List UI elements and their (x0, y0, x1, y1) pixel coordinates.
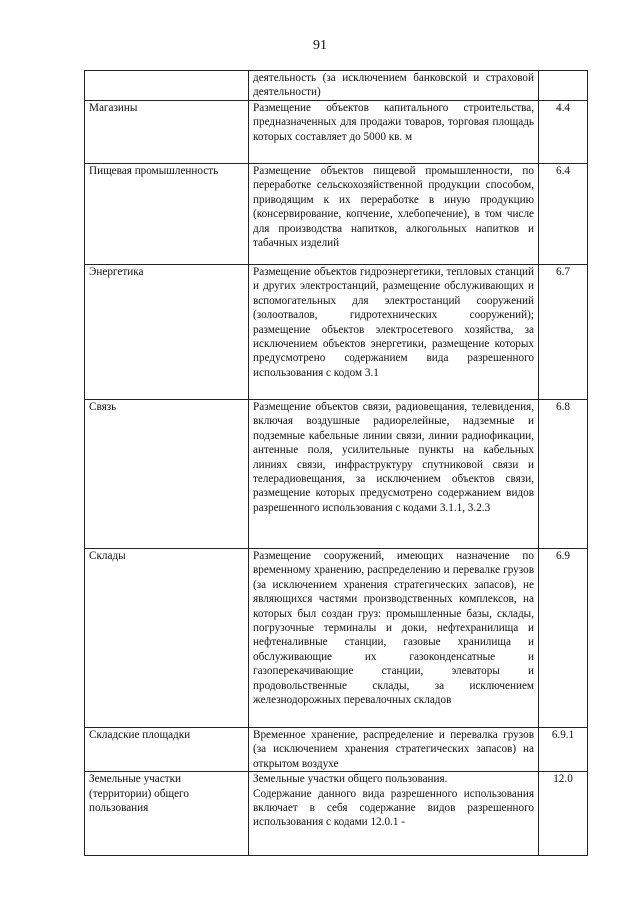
description-paragraph: Временное хранение, распределение и перевалка грузов (за исключением хранения стратегических запасов) на открытом воздухе (253, 729, 534, 770)
row-name: Склады (85, 549, 249, 728)
table-row (85, 400, 588, 549)
row-name: Энергетика (85, 265, 249, 400)
table-row (85, 101, 588, 164)
description-paragraph: Размещение объектов связи, радиовещания, телевидения, включая воздушные радиорелейные, надземные и подземные кабельные линии связи, линии радиофикации, антенные поля, усилительные пункты на кабельных линиях связи, инфраструктуру спутниковой связи и телерадиовещания, за исключением объектов связи, размещение которых предусмотрено содержанием видов разрешенного использования с кодами 3.1.1, 3.2.3 (253, 401, 534, 514)
row-code: 6.8 (539, 400, 588, 549)
row-name: Пищевая промышленность (85, 164, 249, 265)
table-row (85, 549, 588, 728)
row-code: 6.4 (539, 164, 588, 265)
row-description (249, 164, 539, 265)
table-row (85, 164, 588, 265)
description-paragraph: Размещение объектов капитального строительства, предназначенных для продажи товаров, торговая площадь которых составляет до 5000 кв. м (253, 102, 534, 143)
row-code: 12.0 (539, 772, 588, 856)
row-description (249, 728, 539, 772)
table-row (85, 728, 588, 772)
description-paragraph: деятельность (за исключением банковской и страховой деятельности) (253, 72, 534, 99)
land-use-table (84, 70, 588, 856)
row-code (539, 71, 588, 101)
row-name: Складские площадки (85, 728, 249, 772)
table-row (85, 772, 588, 856)
page-number: 91 (313, 38, 327, 53)
description-paragraph: Земельные участки общего пользования. (253, 773, 448, 786)
row-description (249, 772, 539, 856)
row-name: Магазины (85, 101, 249, 164)
row-description (249, 549, 539, 728)
row-description (249, 400, 539, 549)
row-description (249, 71, 539, 101)
description-paragraph: Размещение объектов гидроэнергетики, тепловых станций и других электростанций, размещение обслуживающих и вспомогательных для электростанций сооружений (золоотвалов, гидротехнических сооружений); размещение объектов электросетевого хозяйства, за исключением объектов энергетики, размещение которых предусмотрено содержанием вида разрешенного использования с кодом 3.1 (253, 266, 534, 379)
row-name: Земельные участки (территории) общего пользования (85, 772, 249, 856)
row-name (85, 71, 249, 101)
row-name: Связь (85, 400, 249, 549)
table-row (85, 265, 588, 400)
row-code: 6.9.1 (539, 728, 588, 772)
row-description (249, 265, 539, 400)
row-code: 6.7 (539, 265, 588, 400)
row-description (249, 101, 539, 164)
description-paragraph: Размещение сооружений, имеющих назначение по временному хранению, распределению и перевалке грузов (за исключением хранения стратегических запасов), не являющихся частями производственных комплексов, на которых был создан груз: промышленные базы, склады, погрузочные терминалы и доки, нефтехранилища и нефтеналивные станции, газовые хранилища и обслуживающие их газоконденсатные и газоперекачивающие станции, элеваторы и продовольственные склады, за исключением железнодорожных перевалочных складов (253, 550, 534, 707)
table-row (85, 71, 588, 101)
description-paragraph: Размещение объектов пищевой промышленности, по переработке сельскохозяйственной продукции способом, приводящим к их переработке в иную продукцию (консервирование, копчение, хлебопечение), в том числе для производства напитков, алкогольных напитков и табачных изделий (253, 165, 534, 250)
row-code: 4.4 (539, 101, 588, 164)
description-paragraph: Содержание данного вида разрешенного использования включает в себя содержание видов разрешенного использования с кодами 12.0.1 - (253, 787, 534, 829)
row-code: 6.9 (539, 549, 588, 728)
